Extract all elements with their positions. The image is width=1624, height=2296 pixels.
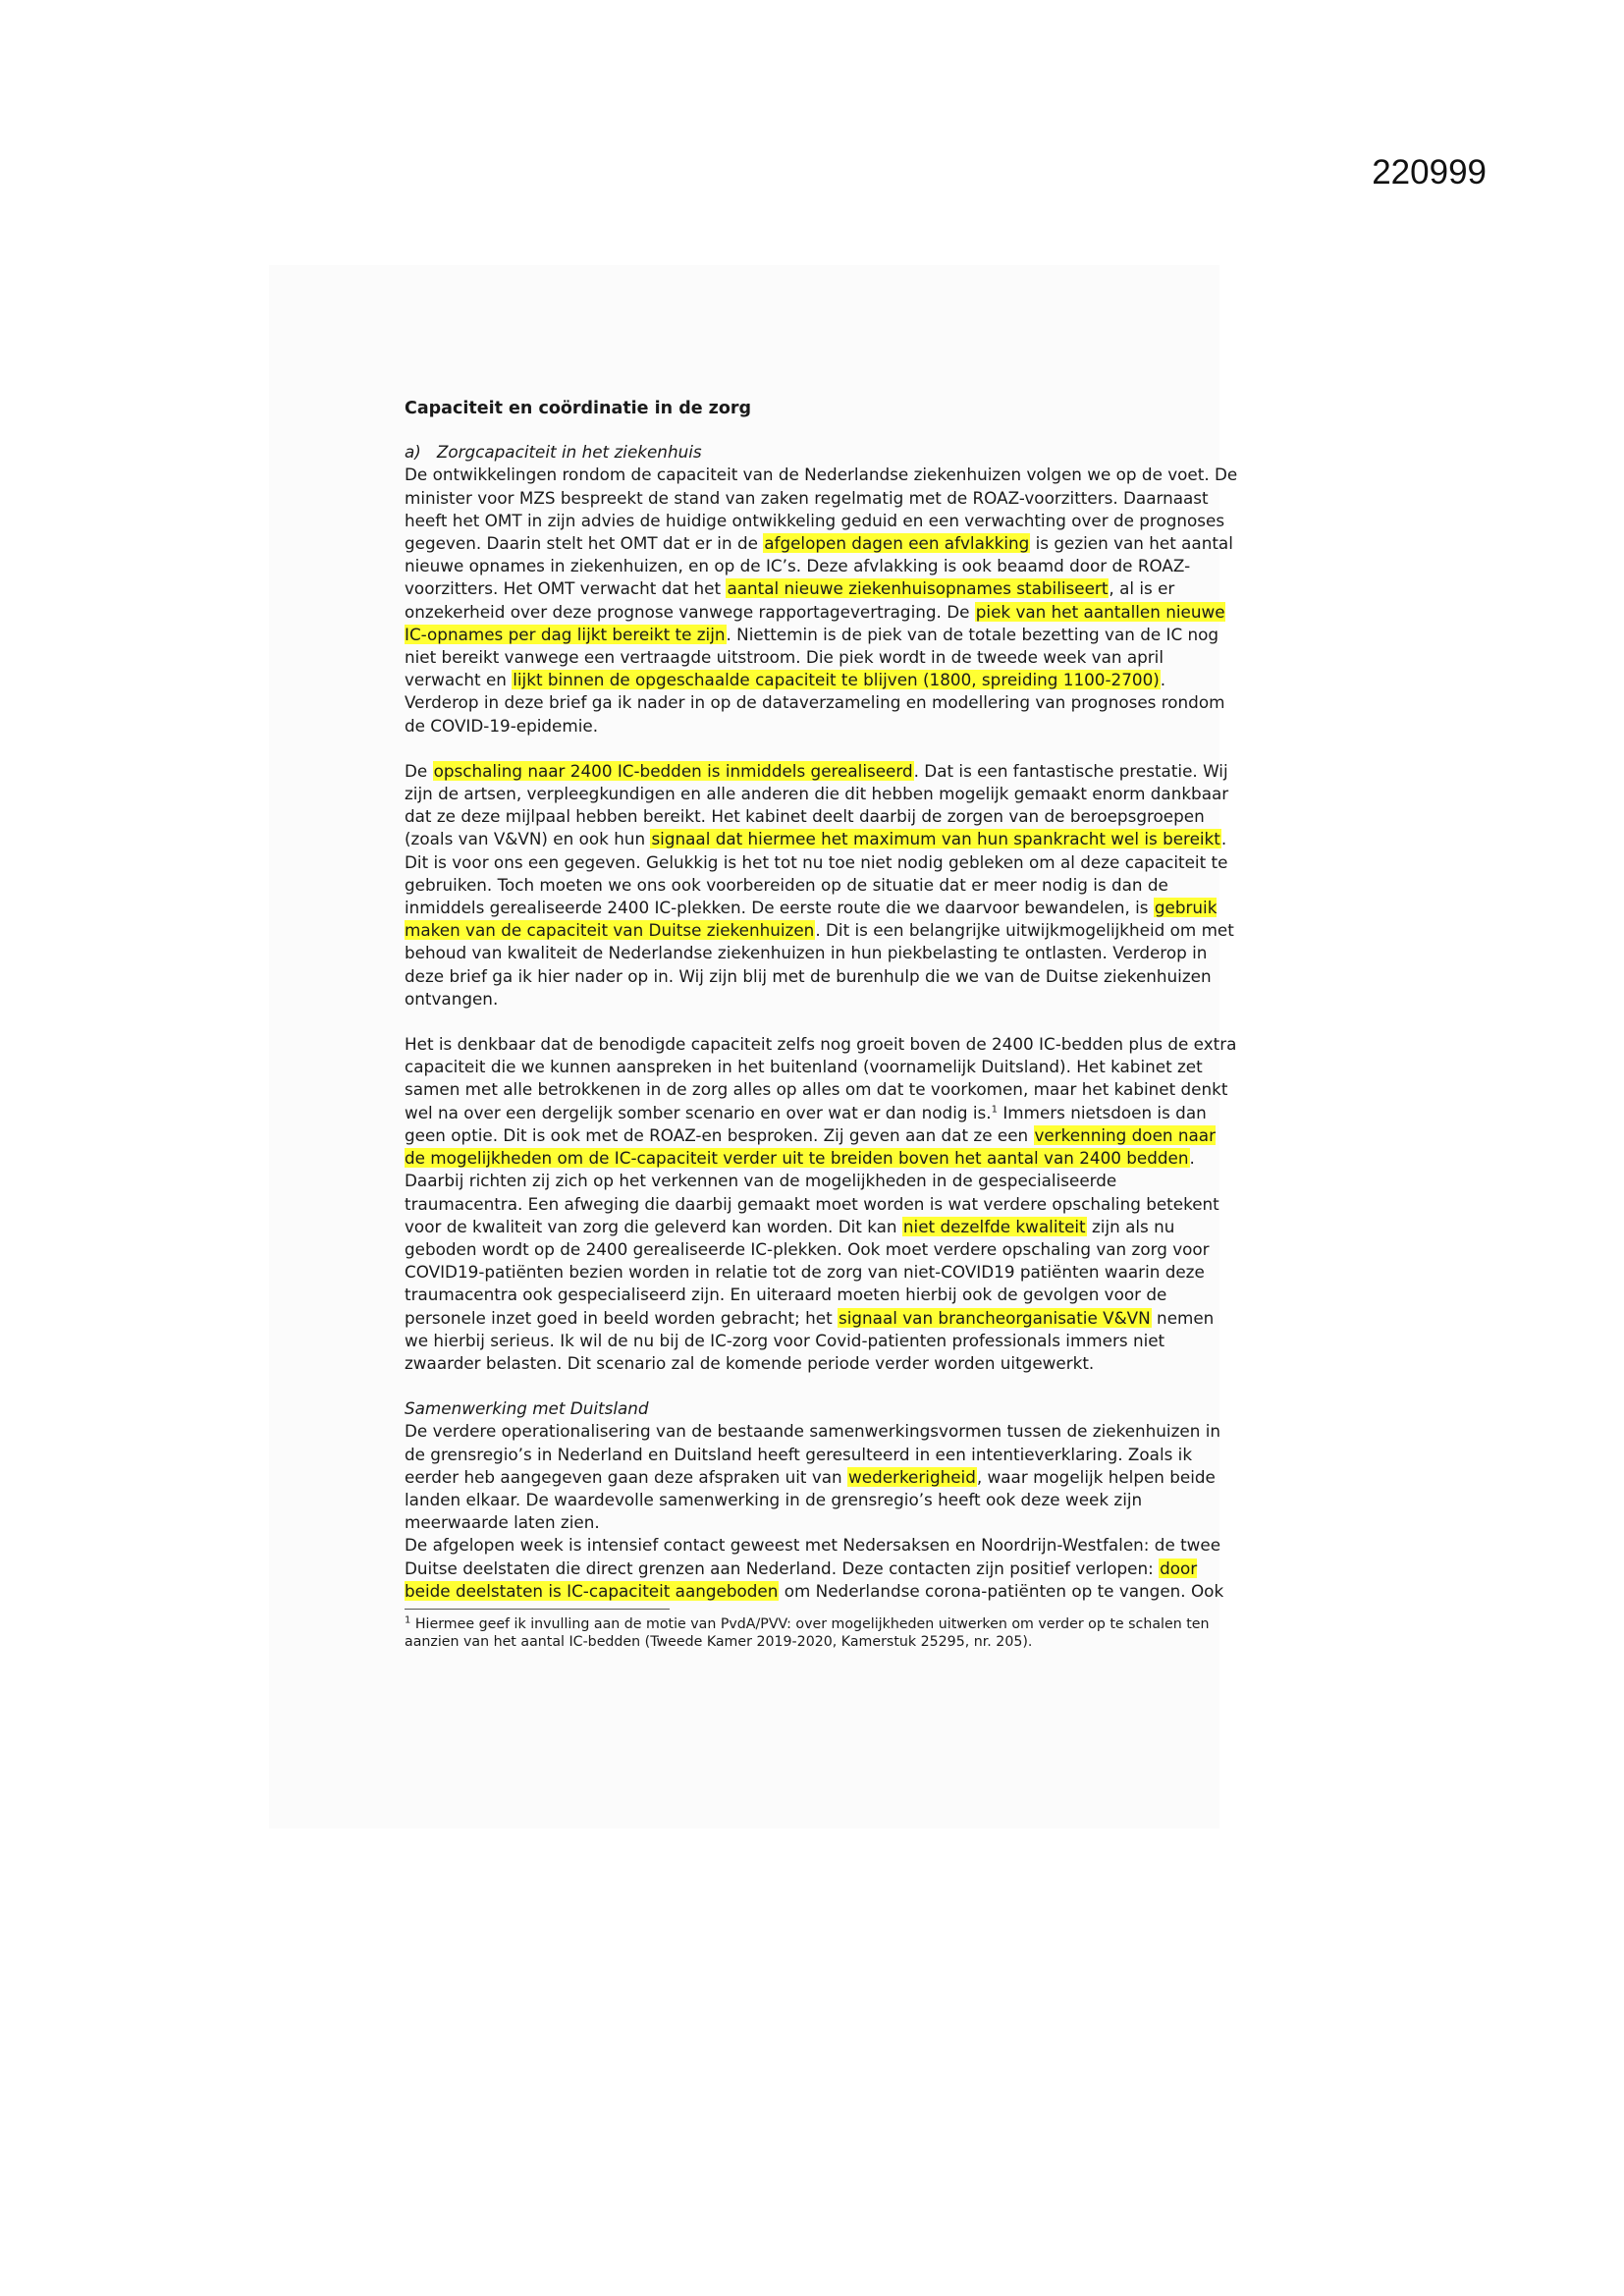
text: . Daarbij richten zij zich op het verkennen van de mogelijkheden in de gespecialiseerde traumacentra. Een afweging die daarbij gemaakt moet worden is wat verdere opschaling betekent voor de kwaliteit van zorg die geleverd kan worden. Dit kan: [405, 1148, 1219, 1236]
paragraph-cooperation: [405, 1420, 1239, 1534]
text: De verdere operationalisering van de bestaande samenwerkingsvormen tussen de ziekenhuizen in de grensregio’s in Nederland en Duitsland heeft geresulteerd in een intentieverklaring. Zoals ik eerder heb aangegeven gaan deze afspraken uit van: [405, 1421, 1220, 1487]
footnote-reference: 1: [991, 1104, 998, 1116]
highlight: niet dezelfde kwaliteit: [902, 1216, 1086, 1236]
highlight: opschaling naar 2400 IC-bedden is inmiddels gerealiseerd: [433, 760, 913, 781]
text: De afgelopen week is intensief contact geweest met Nedersaksen en Noordrijn-Westfalen: de twee Duitse deelstaten die direct grenzen aan Nederland. Deze contacten zijn positief verlopen:: [405, 1535, 1221, 1578]
text: Het is denkbaar dat de benodigde capaciteit zelfs nog groeit boven de 2400 IC-bedden plus de extra capaciteit die we kunnen aanspreken in het buitenland (voornamelijk Duitsland). Het kabinet zet samen met alle betrokkenen in de zorg alles op alles om dat te voorkomen, maar het kabinet denkt wel na over een dergelijk somber scenario en over wat er dan nodig is.: [405, 1034, 1237, 1122]
text: De ontwikkelingen rondom de capaciteit van de Nederlandse ziekenhuizen volgen we op de voet. De minister voor MZS bespreekt de stand van zaken regelmatig met de ROAZ-voorzitters. Daarnaast heeft het OMT in zijn advies de huidige ontwikkeling geduid en een verwachting over de prognoses gegeven. Daarin stelt het OMT dat er in de: [405, 465, 1238, 554]
highlight: piek van het aantallen nieuwe IC-opnames per dag lijkt bereikt te zijn: [405, 601, 1225, 644]
text: De: [405, 760, 433, 781]
footnote-divider: [405, 1609, 670, 1610]
text: . Verderop in deze brief ga ik nader in op de dataverzameling en modellering van prognoses rondom de COVID-19-epidemie.: [405, 670, 1225, 736]
document-number: 220999: [1372, 153, 1487, 191]
text: nemen we hierbij serieus. Ik wil de nu bij de IC-zorg voor Covid-patienten professionals immers niet zwaarder belasten. Dit scenario zal de komende periode verder worden uitgewerkt.: [405, 1307, 1215, 1373]
text: Immers nietsdoen is dan geen optie. Dit is ook met de ROAZ-en besproken. Zij geven aan dat ze een: [405, 1102, 1207, 1145]
highlight: gebruik maken van de capaciteit van Duitse ziekenhuizen: [405, 898, 1218, 941]
paragraph-capacity-developments: [405, 464, 1239, 737]
paragraph-ic-scaleup: [405, 760, 1239, 1011]
text: om Nederlandse corona-patiënten op te vangen. Ook: [779, 1580, 1224, 1601]
text: zijn als nu geboden wordt op de 2400 gerealiseerde IC-plekken. Ook moet verdere opschaling van zorg voor COVID19-patiënten bezien worden in relatie tot de zorg van niet-COVID19 patiënten waarin deze traumacentra ook gespecialiseerd zijn. En uiteraard moeten hierbij ook de gevolgen voor de personele inzet goed in beeld worden gebracht; het: [405, 1216, 1210, 1328]
highlight: afgelopen dagen een afvlakking: [764, 533, 1030, 554]
text: , waar mogelijk helpen beide landen elkaar. De waardevolle samenwerking in de grensregio’s heeft ook deze week zijn meerwaarde laten zien.: [405, 1466, 1216, 1533]
text: . Dit is voor ons een gegeven. Gelukkig is het tot nu toe niet nodig gebleken om al deze capaciteit te gebruiken. Toch moeten we ons ook voorbereiden op de situatie dat er meer nodig is dan de inmiddels gerealiseerde 2400 IC-plekken. De eerste route die we daarvoor bewandelen, is: [405, 829, 1228, 918]
text: is gezien van het aantal nieuwe opnames in ziekenhuizen, en op de IC’s. Deze afvlakking is ook beaamd door de ROAZ-voorzitters. Het OMT verwacht dat het: [405, 533, 1233, 599]
text: . Niettemin is de piek van de totale bezetting van de IC nog niet bereikt vanwege een vertraagde uitstroom. Die piek wordt in de tweede week van april verwacht en: [405, 624, 1219, 690]
highlight: signaal dat hiermee het maximum van hun spankracht wel is bereikt: [651, 829, 1220, 849]
highlight: lijkt binnen de opgeschaalde capaciteit te blijven (1800, spreiding 1100-2700): [513, 670, 1160, 690]
text: . Dit is een belangrijke uitwijkmogelijkheid om met behoud van kwaliteit de Nederlandse ziekenhuizen in hun piekbelasting te ontlasten. Verderop in deze brief ga ik hier nader op in. Wij zijn blij met de burenhulp die we van de Duitse ziekenhuizen ontvangen.: [405, 920, 1234, 1009]
subheading-samenwerking-duitsland: Samenwerking met Duitsland: [405, 1398, 649, 1419]
highlight: aantal nieuwe ziekenhuisopnames stabiliseert: [727, 578, 1109, 599]
footnote-number: 1: [405, 1614, 411, 1626]
footnote-text: Hiermee geef ik invulling aan de motie van PvdA/PVV: over mogelijkheden uitwerken om verder op te schalen ten aanzien van het aantal IC-bedden (Tweede Kamer 2019-2020, Kamerstuk 25295, nr. 205).: [405, 1615, 1210, 1650]
footnote: [405, 1615, 1239, 1651]
paragraph-scenario: [405, 1033, 1239, 1375]
highlight: signaal van brancheorganisatie V&VN: [838, 1307, 1151, 1328]
document-body: [405, 398, 1239, 1651]
highlight: wederkerigheid: [848, 1466, 976, 1487]
paragraph-german-states: [405, 1534, 1239, 1603]
highlight: door beide deelstaten is IC-capaciteit aangeboden: [405, 1558, 1198, 1601]
highlight: verkenning doen naar de mogelijkheden om de IC-capaciteit verder uit te breiden boven het aantal van 2400 bedden: [405, 1124, 1216, 1169]
subheading-zorgcapaciteit: a) Zorgcapaciteit in het ziekenhuis: [405, 442, 702, 463]
text: . Dat is een fantastische prestatie. Wij zijn de artsen, verpleegkundigen en alle anderen die dit hebben mogelijk gemaakt enorm dankbaar dat ze deze mijlpaal hebben bereikt. Het kabinet deelt daarbij de zorgen van de beroepsgroepen (zoals van V&VN) en ook hun: [405, 760, 1229, 849]
section-heading: Capaciteit en coördinatie in de zorg: [405, 399, 752, 418]
text: , al is er onzekerheid over deze prognose vanwege rapportagevertraging. De: [405, 578, 1175, 622]
